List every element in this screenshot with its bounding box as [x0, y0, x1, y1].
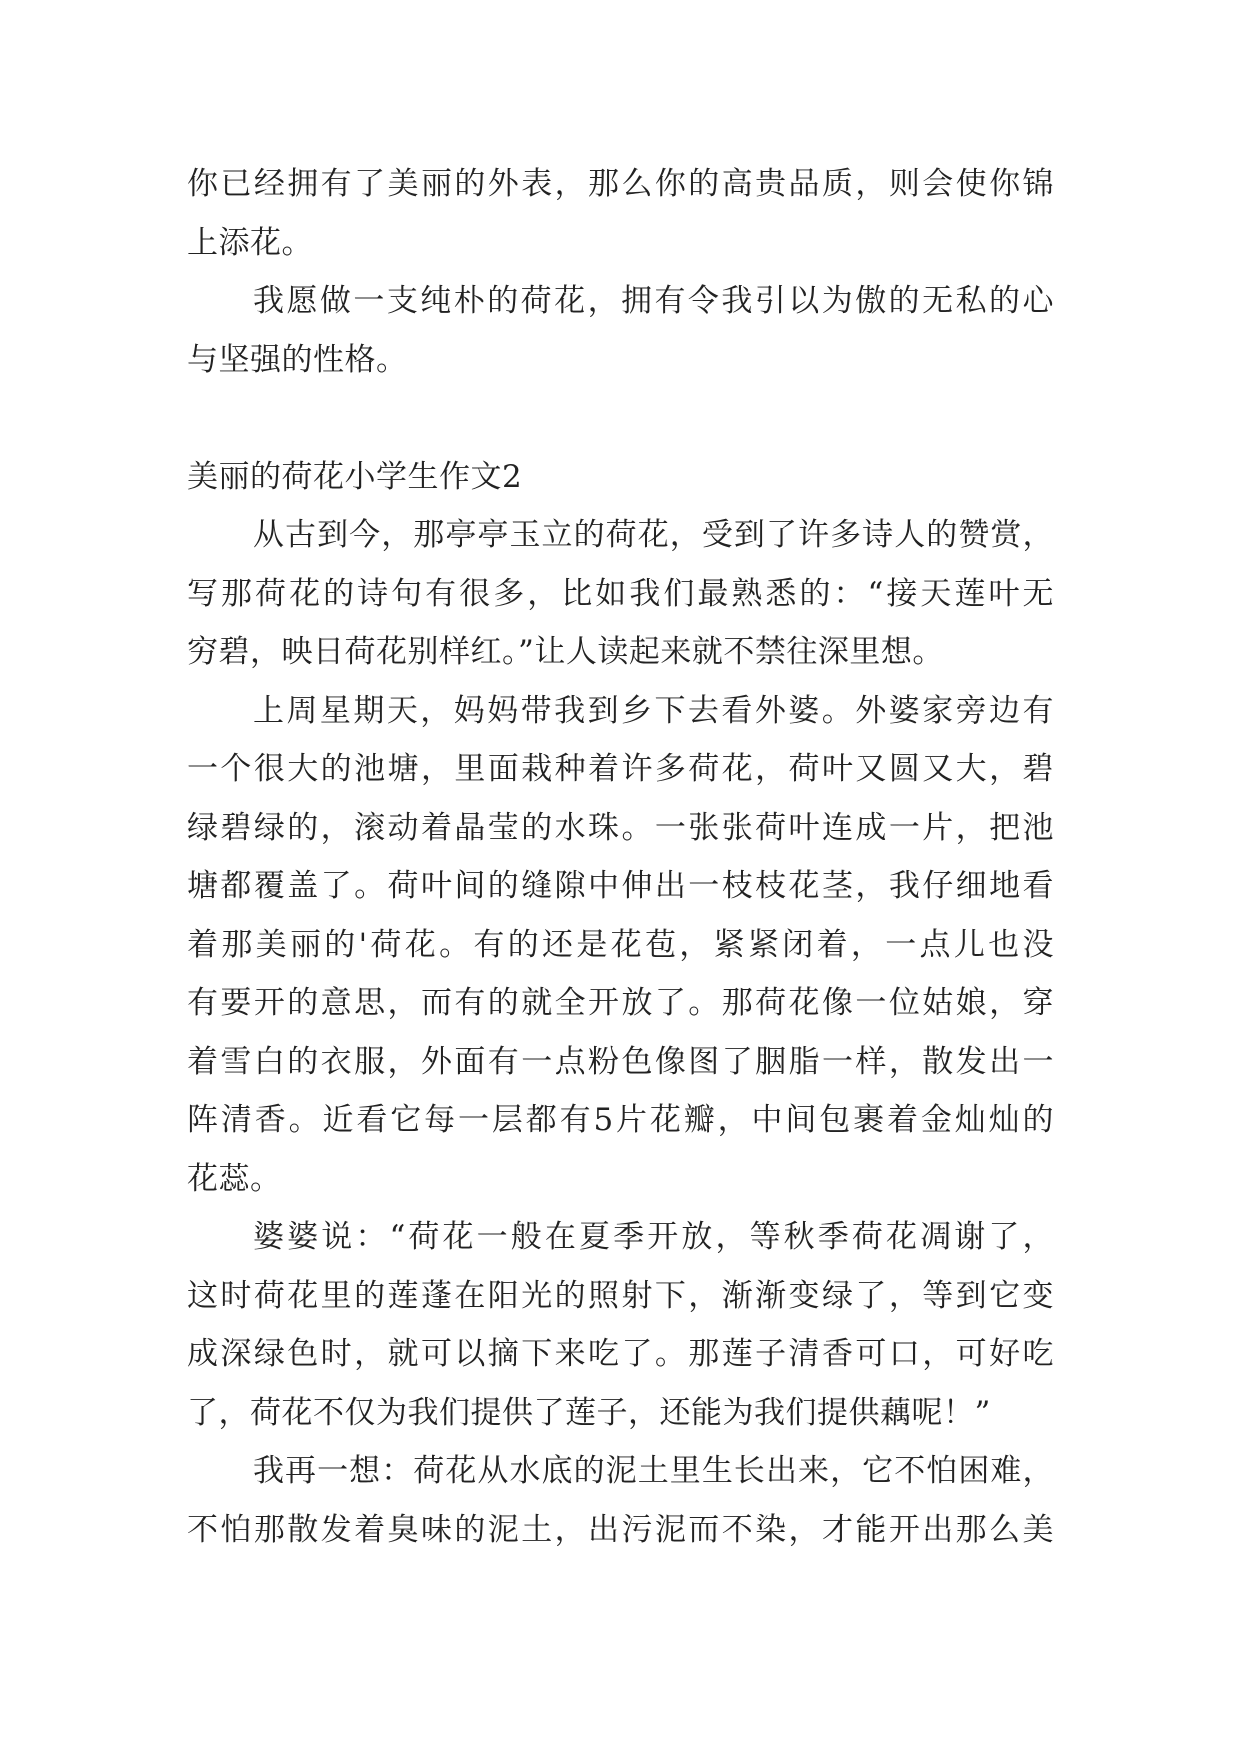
- text-line: 从古到今，那亭亭玉立的荷花，受到了许多诗人的赞赏，: [253, 517, 1054, 553]
- text-line: 塘都覆盖了。荷叶间的缝隙中伸出一枝枝花茎，我仔细地看: [187, 868, 1054, 904]
- text-line: 绿碧绿的，滚动着晶莹的水珠。一张张荷叶连成一片，把池: [187, 809, 1054, 846]
- paragraph: [187, 506, 1054, 682]
- text-line: 有要开的意思，而有的就全开放了。那荷花像一位姑娘，穿: [187, 985, 1054, 1021]
- blank-line: [187, 389, 1054, 448]
- text-line: 着那美丽的'荷花。有的还是花苞，紧紧闭着，一点儿也没: [187, 926, 1054, 963]
- text-line: 了，荷花不仅为我们提供了莲子，还能为我们提供藕呢！”: [187, 1394, 991, 1431]
- text-line: 与坚强的性格。: [187, 341, 408, 378]
- text-line: 着雪白的衣服，外面有一点粉色像图了胭脂一样，散发出一: [187, 1043, 1054, 1080]
- paragraph: [187, 1442, 1054, 1559]
- paragraph: [187, 682, 1054, 1209]
- text-line: 一个很大的池塘，里面栽种着许多荷花，荷叶又圆又大，碧: [187, 751, 1054, 787]
- text-line: 婆婆说：“荷花一般在夏季开放，等秋季荷花凋谢了，: [253, 1219, 1054, 1255]
- text-column: [187, 155, 1054, 1559]
- paragraph: [187, 155, 1054, 272]
- text-line: 这时荷花里的莲蓬在阳光的照射下，渐渐变绿了，等到它变: [187, 1277, 1054, 1314]
- paragraph: [187, 1208, 1054, 1442]
- text-line: 写那荷花的诗句有很多，比如我们最熟悉的：“接天莲叶无: [187, 575, 1054, 612]
- text-line: 不怕那散发着臭味的泥土，出污泥而不染，才能开出那么美: [187, 1511, 1054, 1548]
- text-line: 我愿做一支纯朴的荷花，拥有令我引以为傲的无私的心: [253, 283, 1054, 319]
- text-line: 我再一想：荷花从水底的泥土里生长出来，它不怕困难，: [253, 1453, 1054, 1489]
- paragraph: [187, 272, 1054, 389]
- section-title: 美丽的荷花小学生作文2: [187, 458, 523, 495]
- text-line: 阵清香。近看它每一层都有5片花瓣，中间包裹着金灿灿的: [187, 1102, 1054, 1138]
- text-line: 你已经拥有了美丽的外表，那么你的高贵品质，则会使你锦: [187, 166, 1054, 202]
- text-line: 花蕊。: [187, 1160, 282, 1197]
- text-line: 穷碧，映日荷花别样红。”让人读起来就不禁往深里想。: [187, 634, 944, 670]
- text-line: 成深绿色时，就可以摘下来吃了。那莲子清香可口，可好吃: [187, 1336, 1054, 1372]
- text-line: 上添花。: [187, 224, 313, 261]
- text-line: 上周星期天，妈妈带我到乡下去看外婆。外婆家旁边有: [253, 692, 1054, 729]
